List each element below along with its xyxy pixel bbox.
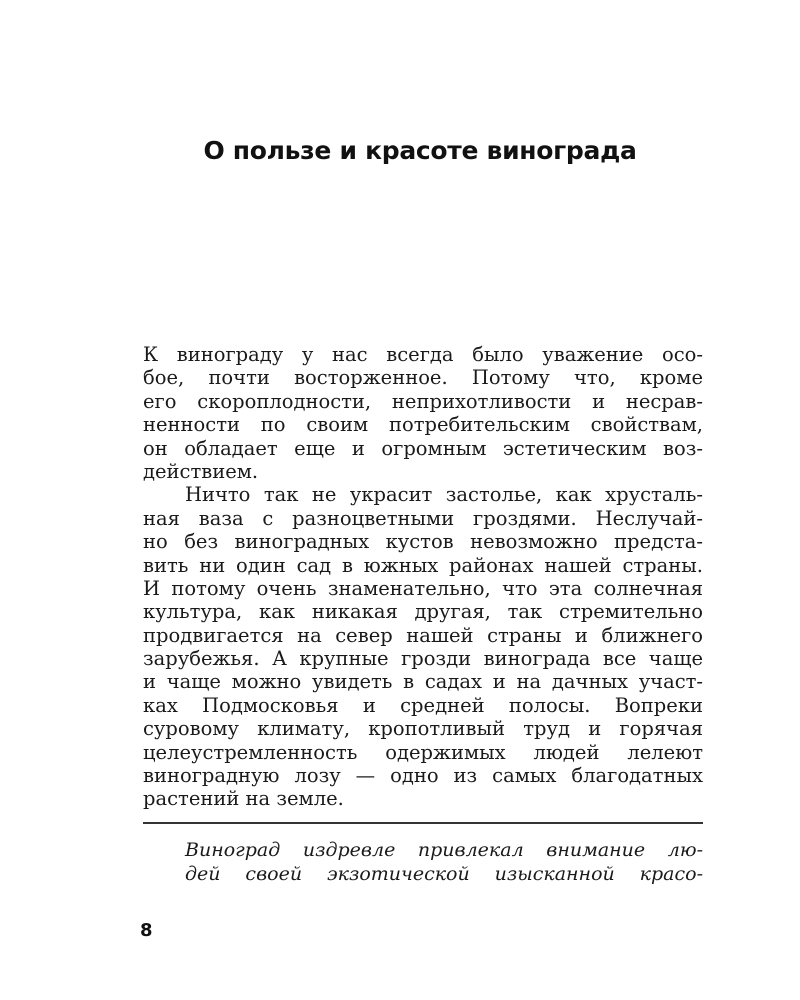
text-line: Ничто так не украсит застолье, как хрусталь- — [185, 483, 703, 507]
text-line: но без виноградных кустов невозможно предста- — [143, 530, 703, 554]
text-line: ная ваза с разноцветными гроздями. Неслучай- — [143, 506, 703, 530]
section-divider — [143, 822, 703, 824]
text-line: продвигается на север нашей страны и ближнего — [143, 623, 703, 647]
text-line: действием. — [143, 459, 259, 483]
text-line: и чаще можно увидеть в садах и на дачных участ- — [143, 670, 703, 694]
paragraph-2 — [143, 483, 703, 810]
text-line: вить ни один сад в южных районах нашей страны. — [143, 553, 703, 577]
text-line: его скороплодности, неприхотливости и несрав- — [143, 389, 703, 413]
text-line: растений на земле. — [143, 787, 344, 811]
page-title: О пользе и красоте винограда — [203, 136, 637, 165]
page-number: 8 — [140, 920, 153, 941]
text-line: зарубежья. А крупные грозди винограда все чаще — [143, 647, 703, 671]
text-line: целеустремленность одержимых людей лелеют — [143, 740, 703, 764]
text-line: ненности по своим потребительским свойствам, — [143, 413, 703, 437]
text-line: К винограду у нас всегда было уважение осо- — [143, 343, 703, 366]
text-line: И потому очень знаменательно, что эта солнечная — [143, 576, 703, 600]
quote-line: дей своей экзотической изысканной красо- — [185, 863, 703, 885]
quote-line: Виноград издревле привлекал внимание лю- — [185, 839, 703, 861]
text-line: виноградную лозу — одно из самых благодатных — [143, 764, 703, 788]
body-text — [143, 343, 703, 811]
text-line: суровому климату, кропотливый труд и горячая — [143, 717, 703, 741]
quote-block — [185, 838, 703, 886]
paragraph-1 — [143, 343, 703, 483]
text-line: он обладает еще и огромным эстетическим воз- — [143, 436, 703, 460]
text-line: бое, почти восторженное. Потому что, кроме — [143, 366, 703, 390]
text-line: ках Подмосковья и средней полосы. Вопреки — [143, 693, 703, 717]
text-line: культура, как никакая другая, так стремительно — [143, 600, 703, 624]
